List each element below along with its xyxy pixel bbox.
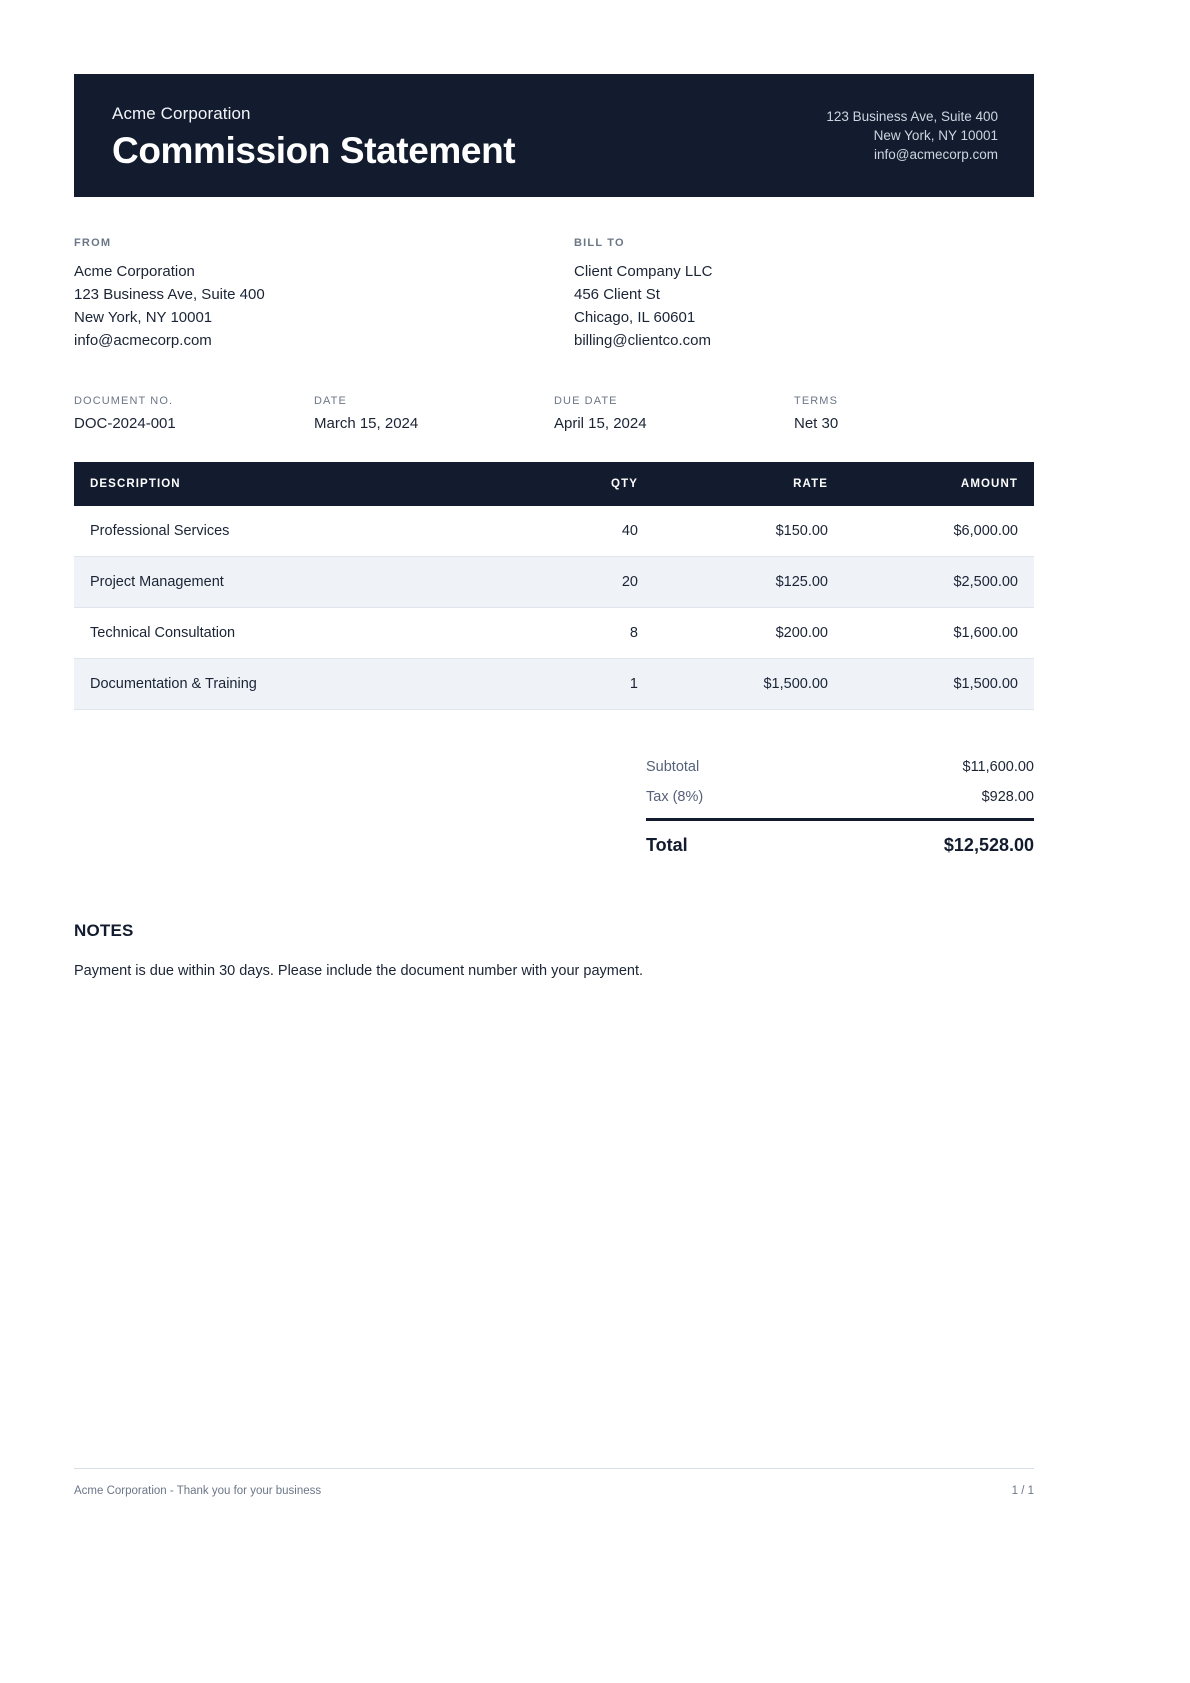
from-block	[74, 237, 574, 353]
from-name: Acme Corporation	[74, 262, 195, 280]
bill-to-label: BILL TO	[574, 236, 625, 249]
meta-value-date: March 15, 2024	[314, 414, 419, 432]
meta-label-terms: TERMS	[794, 394, 838, 407]
from-label: FROM	[74, 236, 112, 249]
total-label: Total	[646, 834, 688, 855]
footer-page-indicator: 1 / 1	[1011, 1485, 1034, 1497]
table-row	[74, 607, 1034, 658]
cell-rate: $1,500.00	[654, 658, 844, 709]
bill-to-address-line1: 456 Client St	[574, 285, 660, 303]
line-items-body	[74, 506, 1034, 710]
notes-body: Payment is due within 30 days. Please include the document number with your payment.	[74, 962, 644, 979]
column-header-description: DESCRIPTION	[74, 462, 504, 506]
cell-amount: $1,600.00	[844, 607, 1034, 658]
cell-amount: $6,000.00	[844, 506, 1034, 557]
bill-to-block	[574, 237, 1034, 353]
header-contact-block	[826, 104, 998, 164]
column-header-rate: RATE	[654, 462, 844, 506]
table-header-row	[74, 462, 1034, 506]
notes-section	[74, 921, 1034, 983]
cell-description: Documentation & Training	[74, 658, 504, 709]
line-items-head	[74, 462, 1034, 506]
column-header-qty: QTY	[504, 462, 654, 506]
cell-rate: $125.00	[654, 556, 844, 607]
table-row	[74, 506, 1034, 557]
meta-field-date	[314, 395, 554, 432]
table-row	[74, 658, 1034, 709]
meta-field-terms	[794, 395, 1034, 432]
header-company-name: Acme Corporation	[112, 104, 251, 123]
header-contact-address-line2: New York, NY 10001	[873, 128, 998, 144]
cell-qty: 20	[504, 556, 654, 607]
parties-section	[74, 237, 1034, 353]
totals-block	[646, 752, 1034, 863]
bill-to-address-line2: Chicago, IL 60601	[574, 308, 696, 326]
cell-description: Technical Consultation	[74, 607, 504, 658]
page-title: Commission Statement	[112, 130, 516, 171]
meta-field-due-date	[554, 395, 794, 432]
tax-label: Tax (8%)	[646, 788, 704, 805]
meta-value-terms: Net 30	[794, 414, 839, 432]
subtotal-value: $11,600.00	[962, 758, 1034, 775]
cell-qty: 1	[504, 658, 654, 709]
total-value: $12,528.00	[943, 834, 1034, 855]
line-items-table	[74, 462, 1034, 710]
tax-value: $928.00	[981, 788, 1034, 805]
footer-text: Acme Corporation - Thank you for your business	[74, 1485, 322, 1497]
meta-value-document-no: DOC-2024-001	[74, 414, 176, 432]
totals-row-grand-total	[646, 818, 1034, 863]
meta-label-date: DATE	[314, 394, 347, 407]
totals-row-tax	[646, 782, 1034, 812]
cell-rate: $150.00	[654, 506, 844, 557]
bill-to-email: billing@clientco.com	[574, 331, 711, 349]
totals-section	[74, 752, 1034, 863]
cell-qty: 8	[504, 607, 654, 658]
column-header-amount: AMOUNT	[844, 462, 1034, 506]
cell-description: Project Management	[74, 556, 504, 607]
header-left-block	[112, 104, 515, 171]
bill-to-name: Client Company LLC	[574, 262, 713, 280]
notes-title: NOTES	[74, 920, 134, 940]
cell-amount: $1,500.00	[844, 658, 1034, 709]
cell-qty: 40	[504, 506, 654, 557]
from-address-line1: 123 Business Ave, Suite 400	[74, 285, 265, 303]
totals-row-subtotal	[646, 752, 1034, 782]
document-meta-row	[74, 395, 1034, 432]
cell-rate: $200.00	[654, 607, 844, 658]
cell-description: Professional Services	[74, 506, 504, 557]
from-address-line2: New York, NY 10001	[74, 308, 213, 326]
meta-value-due-date: April 15, 2024	[554, 414, 647, 432]
table-row	[74, 556, 1034, 607]
meta-label-due-date: DUE DATE	[554, 394, 618, 407]
subtotal-label: Subtotal	[646, 758, 700, 775]
cell-amount: $2,500.00	[844, 556, 1034, 607]
document-header-banner	[74, 74, 1034, 197]
header-contact-address-line1: 123 Business Ave, Suite 400	[826, 109, 998, 124]
header-contact-email: info@acmecorp.com	[874, 147, 998, 163]
from-email: info@acmecorp.com	[74, 331, 212, 349]
meta-field-document-no	[74, 395, 314, 432]
page-footer	[74, 1468, 1034, 1497]
meta-label-document-no: DOCUMENT NO.	[74, 394, 174, 407]
